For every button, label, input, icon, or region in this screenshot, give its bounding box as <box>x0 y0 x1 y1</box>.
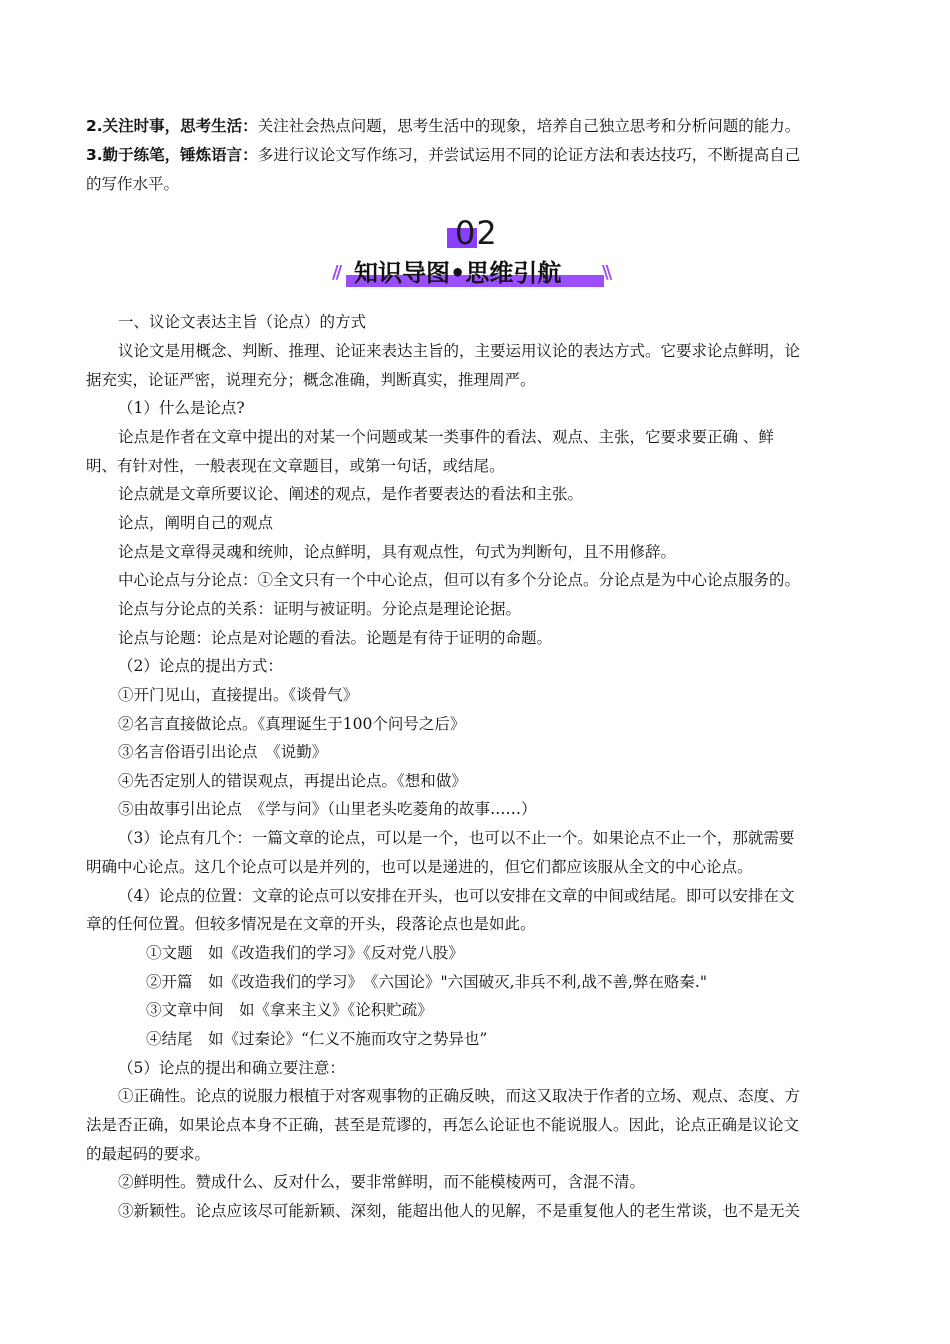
body-line: 论点是文章得灵魂和统帅，论点鲜明，具有观点性，句式为判断句，且不用修辞。 <box>118 543 677 561</box>
slash-decoration-left: // <box>332 262 340 283</box>
body-list-item: ③名言俗语引出论点 《说勤》 <box>118 743 328 761</box>
body-list-item: ④结尾 如《过秦论》“仁义不施而攻守之势异也” <box>146 1030 488 1048</box>
body-list-item: ④先否定别人的错误观点，再提出论点。《想和做》 <box>118 772 467 790</box>
body-line: 议论文是用概念、判断、推理、论证来表达主旨的，主要运用议论的表达方式。它要求论点鲜明，论 <box>118 342 801 360</box>
body-line: 论点与分论点的关系：证明与被证明。分论点是理论论据。 <box>118 600 522 618</box>
body-line: 论点，阐明自己的观点 <box>118 514 274 532</box>
body-line: 据充实，论证严密，说理充分；概念准确，判断真实，推理周严。 <box>86 371 536 389</box>
body-subheading: （1）什么是论点? <box>118 399 245 417</box>
section-title: 知识导图•思维引航 <box>354 259 562 287</box>
section-title-banner <box>332 256 618 290</box>
body-list-item: ②名言直接做论点。《真理诞生于100个问号之后》 <box>118 715 466 733</box>
section-number-badge <box>443 214 513 252</box>
body-subheading: （5）论点的提出和确立要注意： <box>118 1059 345 1077</box>
body-list-item: ①文题 如《改造我们的学习》《反对党八股》 <box>146 944 464 962</box>
body-line: 法是否正确，如果论点本身不正确，甚至是荒谬的，再怎么论证也不能说服人。因此，论点正确是议论文 <box>86 1116 800 1134</box>
intro-item-3-continued: 的写作水平。 <box>86 175 180 193</box>
body-line: （4）论点的位置：文章的论点可以安排在开头，也可以安排在文章的中间或结尾。即可以安排在文 <box>118 887 795 905</box>
body-heading: 一、议论文表达主旨（论点）的方式 <box>118 313 367 331</box>
body-list-item: ③新颖性。论点应该尽可能新颖、深刻，能超出他人的见解，不是重复他人的老生常谈，也不是无关 <box>118 1202 801 1220</box>
intro-item-3 <box>86 145 800 165</box>
body-list-item: ②开篇 如《改造我们的学习》 《六国论》"六国破灭,非兵不利,战不善,弊在赂秦." <box>146 973 707 991</box>
body-line: 中心论点与分论点：①全文只有一个中心论点，但可以有多个分论点。分论点是为中心论点服务的。 <box>118 571 801 589</box>
intro-item-2-text: 关注社会热点问题，思考生活中的现象，培养自己独立思考和分析问题的能力。 <box>257 117 801 135</box>
body-line: 论点是作者在文章中提出的对某一个问题或某一类事件的看法、观点、主张，它要求要正确 、鲜 <box>118 428 774 446</box>
body-line: 的最起码的要求。 <box>86 1145 211 1163</box>
slash-decoration-right: \\ <box>602 262 610 283</box>
intro-item-3-label: 3.勤于练笔，锤炼语言： <box>86 146 258 164</box>
body-line: 明、有针对性，一般表现在文章题目，或第一句话，或结尾。 <box>86 457 505 475</box>
body-list-item: ①开门见山，直接提出。《谈骨气》 <box>118 686 359 704</box>
body-list-item: ③文章中间 如《拿来主义》《论积贮疏》 <box>146 1001 433 1019</box>
body-list-item: ②鲜明性。赞成什么、反对什么，要非常鲜明，而不能模棱两可，含混不清。 <box>118 1173 646 1191</box>
body-subheading: （2）论点的提出方式： <box>118 657 283 675</box>
body-list-item: ⑤由故事引出论点 《学与问》（山里老头吃菱角的故事……） <box>118 800 537 818</box>
body-line: 论点就是文章所要议论、阐述的观点，是作者要表达的看法和主张。 <box>118 485 584 503</box>
intro-item-2 <box>86 116 800 136</box>
body-line: 明确中心论点。这几个论点可以是并列的，也可以是递进的，但它们都应该服从全文的中心论点。 <box>86 858 753 876</box>
section-number: 02 <box>455 214 498 252</box>
intro-item-2-label: 2.关注时事，思考生活： <box>86 117 258 135</box>
body-list-item: ①正确性。论点的说服力根植于对客观事物的正确反映，而这又取决于作者的立场、观点、态度、方 <box>118 1087 801 1105</box>
body-line: 论点与论题：论点是对论题的看法。论题是有待于证明的命题。 <box>118 629 553 647</box>
intro-item-3-text: 多进行议论文写作练习，并尝试运用不同的论证方法和表达技巧，不断提高自己 <box>257 146 801 164</box>
body-line: （3）论点有几个：一篇文章的论点，可以是一个，也可以不止一个。如果论点不止一个，那就需要 <box>118 829 795 847</box>
body-line: 章的任何位置。但较多情况是在文章的开头，段落论点也是如此。 <box>86 915 536 933</box>
